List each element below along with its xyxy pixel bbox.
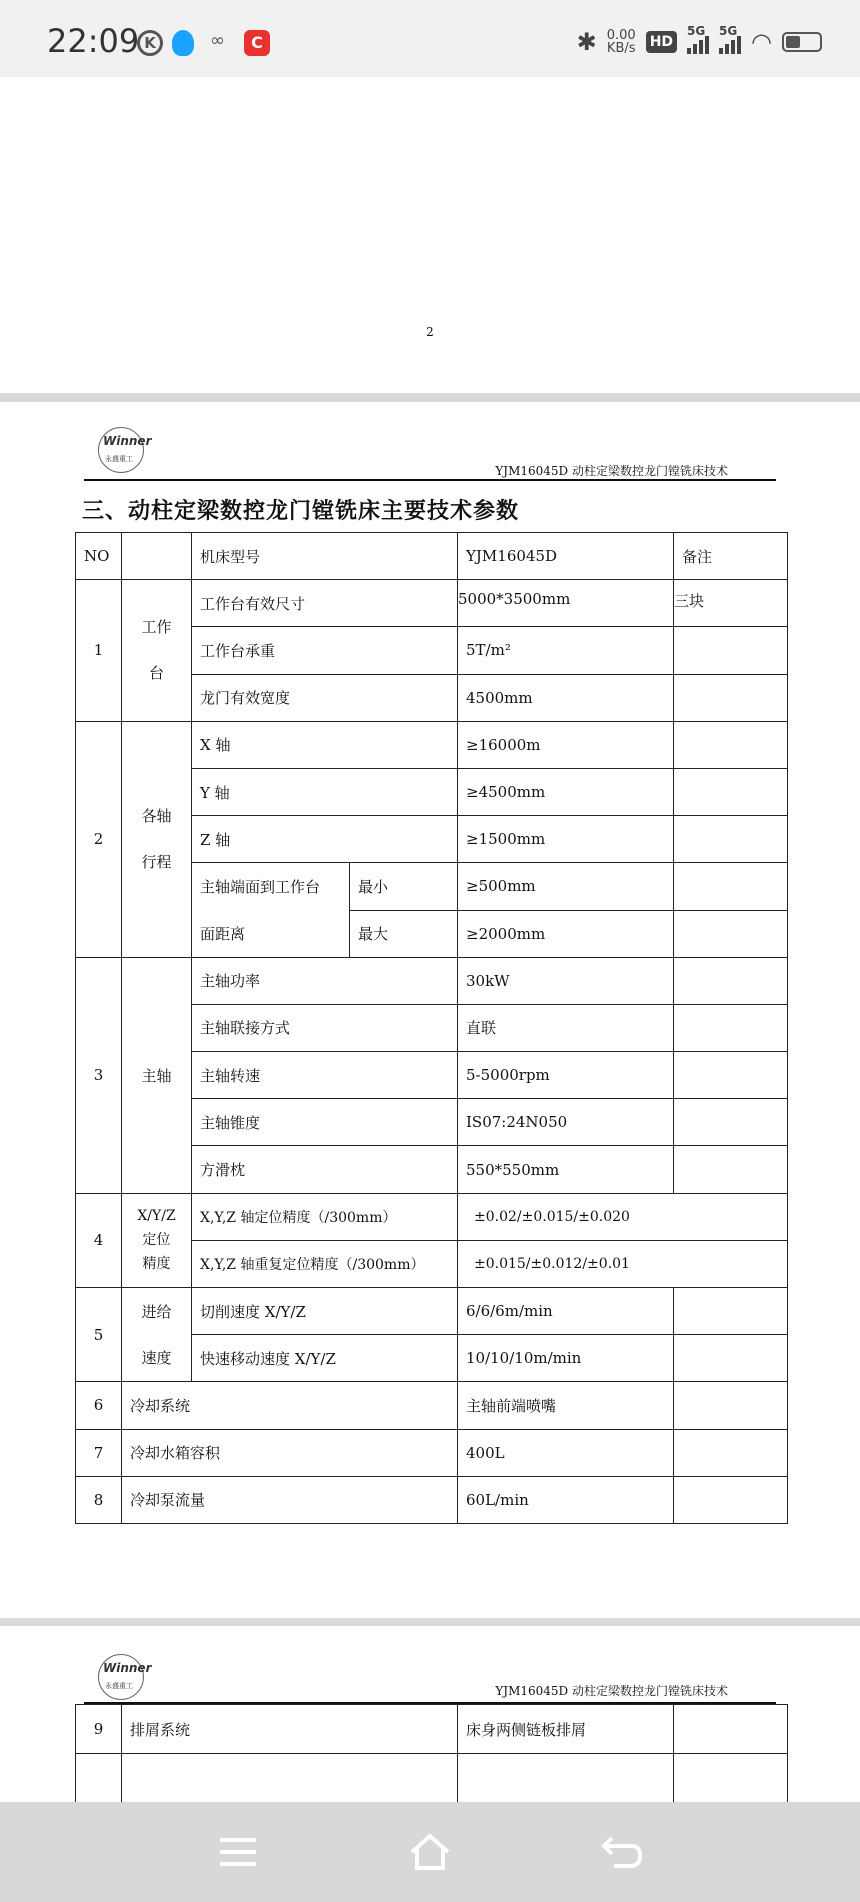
doc-header-title: YJM16045D 动柱定梁数控龙门镗铣床技术 — [495, 464, 728, 478]
pdf-page-2 — [0, 402, 860, 1618]
table-row: 7 冷却水箱容积 400L — [76, 1429, 788, 1476]
wifi-icon: ◠ — [751, 28, 772, 56]
table-row: 主轴端面到工作台 最小 ≥500mm — [76, 863, 788, 910]
table-row: 工作台承重 5T/m² — [76, 627, 788, 674]
table-row: 6 冷却系统 主轴前端喷嘴 — [76, 1382, 788, 1429]
table-row: X,Y,Z 轴重复定位精度（/300mm） ±0.015/±0.012/±0.01 — [76, 1240, 788, 1287]
battery-icon — [782, 32, 822, 52]
table-row: 8 冷却泵流量 60L/min — [76, 1476, 788, 1523]
table-row: 主轴转速 5-5000rpm — [76, 1052, 788, 1099]
table-cell: NO — [76, 533, 122, 580]
company-logo: Winner 永盛重工 — [98, 427, 144, 473]
table-row: 4 X/Y/Z 定位 精度 X,Y,Z 轴定位精度（/300mm） ±0.02/±0.015/±0.020 — [76, 1193, 788, 1240]
table-row: 面距离 最大 ≥2000mm — [76, 910, 788, 957]
pdf-page-3 — [0, 1626, 860, 1802]
page-number: 2 — [426, 325, 434, 339]
k-app-icon: K — [137, 30, 163, 56]
table-row: Y 轴 ≥4500mm — [76, 768, 788, 815]
signal-1-icon: 5G — [687, 30, 709, 54]
home-icon[interactable] — [408, 1830, 452, 1874]
table-cell: 机床型号 — [192, 533, 458, 580]
table-row: 2 各轴 行程 X 轴 ≥16000m — [76, 721, 788, 768]
back-icon[interactable] — [600, 1830, 644, 1874]
table-row: 主轴联接方式 直联 — [76, 1004, 788, 1051]
qq-icon — [172, 30, 194, 56]
table-row: 方滑枕 550*550mm — [76, 1146, 788, 1193]
table-cell: YJM16045D — [458, 533, 674, 580]
table-cell: 备注 — [674, 533, 788, 580]
dots-icon: ∞ — [210, 30, 225, 51]
header-rule — [84, 479, 776, 481]
hd-badge: HD — [646, 31, 677, 53]
table-row: 龙门有效宽度 4500mm — [76, 674, 788, 721]
status-right — [577, 24, 822, 60]
status-time: 22:09 — [47, 22, 140, 60]
menu-icon[interactable] — [216, 1830, 260, 1874]
signal-2-icon: 5G — [719, 30, 741, 54]
table-row: 1 工作 台 工作台有效尺寸 5000*3500mm 三块 — [76, 580, 788, 627]
company-logo: Winner 永盛重工 — [98, 1654, 144, 1700]
table-row: 5 进给 速度 切削速度 X/Y/Z 6/6/6m/min — [76, 1288, 788, 1335]
spec-table — [75, 532, 788, 1524]
pdf-page-1 — [0, 77, 860, 393]
doc-header-title: YJM16045D 动柱定梁数控龙门镗铣床技术 — [495, 1684, 728, 1698]
table-row — [76, 1754, 788, 1803]
table-row: Z 轴 ≥1500mm — [76, 816, 788, 863]
bluetooth-icon: ✱ — [576, 28, 597, 56]
section-title: 三、动柱定梁数控龙门镗铣床主要技术参数 — [82, 499, 520, 524]
table-row: 3 主轴 主轴功率 30kW — [76, 957, 788, 1004]
table-row: 9 排屑系统 床身两侧链板排屑 — [76, 1705, 788, 1754]
table-row: 快速移动速度 X/Y/Z 10/10/10m/min — [76, 1335, 788, 1382]
navigation-bar — [0, 1802, 860, 1902]
table-row: 主轴锥度 IS07:24N050 — [76, 1099, 788, 1146]
table-header-row — [76, 533, 788, 580]
net-speed: 0.00 KB/s — [606, 28, 636, 56]
red-app-icon: C — [244, 30, 270, 56]
status-bar — [0, 0, 860, 77]
spec-table-continued — [75, 1704, 788, 1803]
